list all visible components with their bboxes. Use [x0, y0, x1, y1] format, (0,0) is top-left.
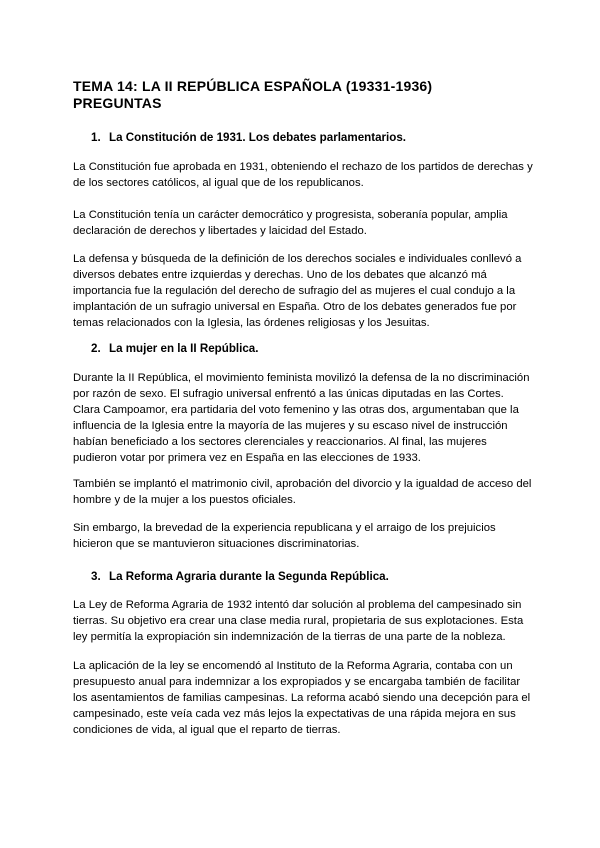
title-line-2: PREGUNTAS [73, 95, 162, 111]
paragraph: También se implantó el matrimonio civil, aprobación del divorcio y la igualdad de acceso del hombre y de la mujer a los puestos oficiales. [73, 478, 532, 506]
paragraph: La defensa y búsqueda de la definición de los derechos sociales e individuales conllevó a diversos debates entre izquierdas y derechas. Uno de los debates que alcanzó má importancia fue la regulación del derecho de sufragio del as mujeres el cual condujo a la implantación de un sufragio universal en España. Otro de los debates generados fue por temas relacionados con la Iglesia, las órdenes religiosas y los Jesuitas. [73, 253, 522, 329]
paragraph: La aplicación de la ley se encomendó al Instituto de la Reforma Agraria, contaba con un presupuesto anual para indemnizar a los expropiados y se encargaba también de facilitar los asentamientos de familias campesinas. La reforma acabó siendo una decepción para el campesinado, este veía cada vez más lejos la expectativas de una rápida mejora en sus condiciones de vida, al igual que el reparto de tierras. [73, 660, 531, 736]
section-3-heading [91, 569, 389, 584]
paragraph: Sin embargo, la brevedad de la experiencia republicana y el arraigo de los prejuicios hicieron que se mantuvieron situaciones discriminatorias. [73, 522, 496, 550]
section-number: 3. [91, 570, 101, 583]
title-line-1: TEMA 14: LA II REPÚBLICA ESPAÑOLA (19331-1936) [73, 78, 433, 94]
section-heading-text: La mujer en la II República. [109, 342, 259, 355]
paragraph: La Ley de Reforma Agraria de 1932 intentó dar solución al problema del campesinado sin tierras. Su objetivo era crear una clase media rural, propietaria de sus explotaciones. Esta ley permitía la expropiación sin indemnización de la tierras de una parte de la nobleza. [73, 599, 524, 643]
section-1-heading [91, 130, 406, 145]
document-title [73, 78, 533, 112]
section-heading-text: La Reforma Agraria durante la Segunda República. [109, 570, 389, 583]
paragraph: Durante la II República, el movimiento feminista movilizó la defensa de la no discriminación por razón de sexo. El sufragio universal enfrentó a las únicas diputadas en las Cortes. Clara Campoamor, era partidaria del voto femenino y las otras dos, argumentaban que la influencia de la Iglesia entre la mayoría de las mujeres y su escaso nivel de instrucción habían beneficiado a los sectores clerenciales y reaccionarios. Al final, las mujeres pudieron votar por primera vez en España en las elecciones de 1933. [73, 372, 530, 464]
section-2-heading [91, 341, 258, 356]
paragraph: La Constitución fue aprobada en 1931, obteniendo el rechazo de los partidos de derechas y de los sectores católicos, al igual que de los republicanos. [73, 161, 533, 189]
section-number: 2. [91, 342, 101, 355]
section-heading-text: La Constitución de 1931. Los debates parlamentarios. [109, 131, 407, 144]
section-number: 1. [91, 131, 101, 144]
paragraph: La Constitución tenía un carácter democrático y progresista, soberanía popular, amplia declaración de derechos y libertades y laicidad del Estado. [73, 209, 508, 237]
